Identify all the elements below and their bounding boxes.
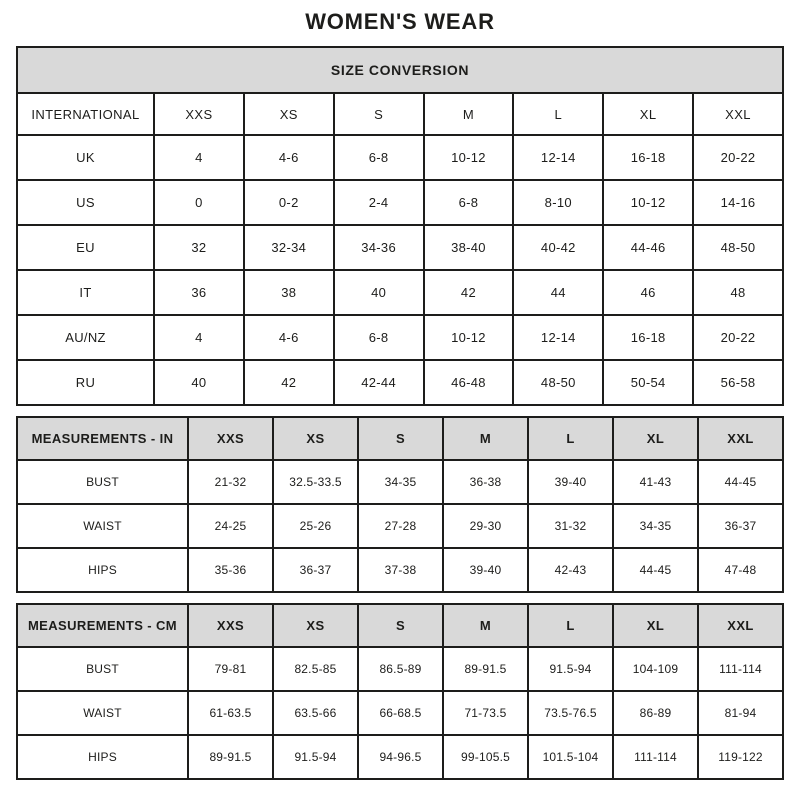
value-cell: 41-43 bbox=[613, 460, 698, 504]
value-cell: 12-14 bbox=[513, 135, 603, 180]
value-cell: 24-25 bbox=[188, 504, 273, 548]
row-label-cell: IT bbox=[17, 270, 154, 315]
value-cell: 10-12 bbox=[424, 135, 514, 180]
size-conversion-table bbox=[16, 46, 784, 406]
value-cell: 48-50 bbox=[693, 225, 783, 270]
column-header-cell: S bbox=[334, 93, 424, 135]
value-cell: 29-30 bbox=[443, 504, 528, 548]
value-cell: 32.5-33.5 bbox=[273, 460, 358, 504]
value-cell: 39-40 bbox=[528, 460, 613, 504]
value-cell: 39-40 bbox=[443, 548, 528, 592]
value-cell: 6-8 bbox=[424, 180, 514, 225]
value-cell: 111-114 bbox=[698, 647, 783, 691]
row-label-cell: HIPS bbox=[17, 735, 188, 779]
table-row bbox=[17, 504, 783, 548]
value-cell: 35-36 bbox=[188, 548, 273, 592]
row-label-cell: US bbox=[17, 180, 154, 225]
value-cell: 86-89 bbox=[613, 691, 698, 735]
column-header-cell: XXS bbox=[154, 93, 244, 135]
row-label-header-cell: MEASUREMENTS - IN bbox=[17, 417, 188, 460]
value-cell: 4-6 bbox=[244, 135, 334, 180]
value-cell: 71-73.5 bbox=[443, 691, 528, 735]
column-header-cell: M bbox=[443, 604, 528, 647]
value-cell: 42 bbox=[244, 360, 334, 405]
row-label-cell: BUST bbox=[17, 460, 188, 504]
value-cell: 0-2 bbox=[244, 180, 334, 225]
column-header-cell: XXS bbox=[188, 417, 273, 460]
value-cell: 91.5-94 bbox=[528, 647, 613, 691]
value-cell: 32 bbox=[154, 225, 244, 270]
column-header-cell: S bbox=[358, 604, 443, 647]
column-header-row bbox=[17, 93, 783, 135]
value-cell: 86.5-89 bbox=[358, 647, 443, 691]
value-cell: 6-8 bbox=[334, 135, 424, 180]
column-header-cell: M bbox=[424, 93, 514, 135]
table-row bbox=[17, 647, 783, 691]
row-label-header-cell: INTERNATIONAL bbox=[17, 93, 154, 135]
value-cell: 111-114 bbox=[613, 735, 698, 779]
measurements-cm-table bbox=[16, 603, 784, 780]
value-cell: 37-38 bbox=[358, 548, 443, 592]
value-cell: 42-43 bbox=[528, 548, 613, 592]
row-label-cell: UK bbox=[17, 135, 154, 180]
measurements-in-table bbox=[16, 416, 784, 593]
value-cell: 63.5-66 bbox=[273, 691, 358, 735]
value-cell: 4 bbox=[154, 315, 244, 360]
table-row bbox=[17, 460, 783, 504]
row-label-cell: RU bbox=[17, 360, 154, 405]
value-cell: 16-18 bbox=[603, 315, 693, 360]
row-label-header-cell: MEASUREMENTS - CM bbox=[17, 604, 188, 647]
value-cell: 99-105.5 bbox=[443, 735, 528, 779]
table-row bbox=[17, 548, 783, 592]
column-header-cell: L bbox=[528, 604, 613, 647]
row-label-cell: BUST bbox=[17, 647, 188, 691]
column-header-cell: XXL bbox=[698, 417, 783, 460]
value-cell: 36-37 bbox=[273, 548, 358, 592]
table-row bbox=[17, 225, 783, 270]
value-cell: 6-8 bbox=[334, 315, 424, 360]
table-row bbox=[17, 135, 783, 180]
value-cell: 101.5-104 bbox=[528, 735, 613, 779]
value-cell: 44-45 bbox=[613, 548, 698, 592]
table-row bbox=[17, 270, 783, 315]
table-row bbox=[17, 735, 783, 779]
column-header-cell: XXS bbox=[188, 604, 273, 647]
column-header-cell: XXL bbox=[698, 604, 783, 647]
value-cell: 48-50 bbox=[513, 360, 603, 405]
value-cell: 40 bbox=[334, 270, 424, 315]
row-label-cell: WAIST bbox=[17, 504, 188, 548]
value-cell: 12-14 bbox=[513, 315, 603, 360]
value-cell: 31-32 bbox=[528, 504, 613, 548]
value-cell: 73.5-76.5 bbox=[528, 691, 613, 735]
value-cell: 4-6 bbox=[244, 315, 334, 360]
value-cell: 42-44 bbox=[334, 360, 424, 405]
column-header-row bbox=[17, 604, 783, 647]
column-header-cell: M bbox=[443, 417, 528, 460]
value-cell: 56-58 bbox=[693, 360, 783, 405]
value-cell: 32-34 bbox=[244, 225, 334, 270]
value-cell: 4 bbox=[154, 135, 244, 180]
value-cell: 40-42 bbox=[513, 225, 603, 270]
value-cell: 34-35 bbox=[358, 460, 443, 504]
value-cell: 91.5-94 bbox=[273, 735, 358, 779]
row-label-cell: WAIST bbox=[17, 691, 188, 735]
value-cell: 36-37 bbox=[698, 504, 783, 548]
value-cell: 0 bbox=[154, 180, 244, 225]
column-header-cell: S bbox=[358, 417, 443, 460]
value-cell: 66-68.5 bbox=[358, 691, 443, 735]
value-cell: 47-48 bbox=[698, 548, 783, 592]
value-cell: 104-109 bbox=[613, 647, 698, 691]
table-row bbox=[17, 315, 783, 360]
column-header-cell: XS bbox=[244, 93, 334, 135]
page-title: WOMEN'S WEAR bbox=[305, 9, 495, 34]
value-cell: 48 bbox=[693, 270, 783, 315]
row-label-cell: HIPS bbox=[17, 548, 188, 592]
value-cell: 40 bbox=[154, 360, 244, 405]
value-cell: 2-4 bbox=[334, 180, 424, 225]
value-cell: 79-81 bbox=[188, 647, 273, 691]
value-cell: 38 bbox=[244, 270, 334, 315]
value-cell: 46 bbox=[603, 270, 693, 315]
value-cell: 38-40 bbox=[424, 225, 514, 270]
value-cell: 89-91.5 bbox=[443, 647, 528, 691]
value-cell: 20-22 bbox=[693, 315, 783, 360]
table-row bbox=[17, 360, 783, 405]
value-cell: 10-12 bbox=[603, 180, 693, 225]
column-header-cell: XL bbox=[603, 93, 693, 135]
value-cell: 61-63.5 bbox=[188, 691, 273, 735]
value-cell: 89-91.5 bbox=[188, 735, 273, 779]
value-cell: 8-10 bbox=[513, 180, 603, 225]
table-banner-row bbox=[17, 47, 783, 93]
value-cell: 16-18 bbox=[603, 135, 693, 180]
table-row bbox=[17, 691, 783, 735]
value-cell: 36 bbox=[154, 270, 244, 315]
value-cell: 25-26 bbox=[273, 504, 358, 548]
column-header-cell: L bbox=[528, 417, 613, 460]
value-cell: 34-36 bbox=[334, 225, 424, 270]
column-header-cell: XL bbox=[613, 417, 698, 460]
value-cell: 42 bbox=[424, 270, 514, 315]
value-cell: 36-38 bbox=[443, 460, 528, 504]
column-header-cell: XS bbox=[273, 604, 358, 647]
value-cell: 50-54 bbox=[603, 360, 693, 405]
value-cell: 44-45 bbox=[698, 460, 783, 504]
column-header-cell: XS bbox=[273, 417, 358, 460]
value-cell: 94-96.5 bbox=[358, 735, 443, 779]
value-cell: 46-48 bbox=[424, 360, 514, 405]
value-cell: 119-122 bbox=[698, 735, 783, 779]
value-cell: 44-46 bbox=[603, 225, 693, 270]
table-banner-cell: SIZE CONVERSION bbox=[17, 47, 783, 93]
value-cell: 81-94 bbox=[698, 691, 783, 735]
row-label-cell: AU/NZ bbox=[17, 315, 154, 360]
column-header-cell: XXL bbox=[693, 93, 783, 135]
value-cell: 14-16 bbox=[693, 180, 783, 225]
row-label-cell: EU bbox=[17, 225, 154, 270]
value-cell: 27-28 bbox=[358, 504, 443, 548]
table-row bbox=[17, 180, 783, 225]
value-cell: 21-32 bbox=[188, 460, 273, 504]
value-cell: 34-35 bbox=[613, 504, 698, 548]
value-cell: 10-12 bbox=[424, 315, 514, 360]
column-header-row bbox=[17, 417, 783, 460]
value-cell: 82.5-85 bbox=[273, 647, 358, 691]
value-cell: 20-22 bbox=[693, 135, 783, 180]
column-header-cell: L bbox=[513, 93, 603, 135]
column-header-cell: XL bbox=[613, 604, 698, 647]
value-cell: 44 bbox=[513, 270, 603, 315]
